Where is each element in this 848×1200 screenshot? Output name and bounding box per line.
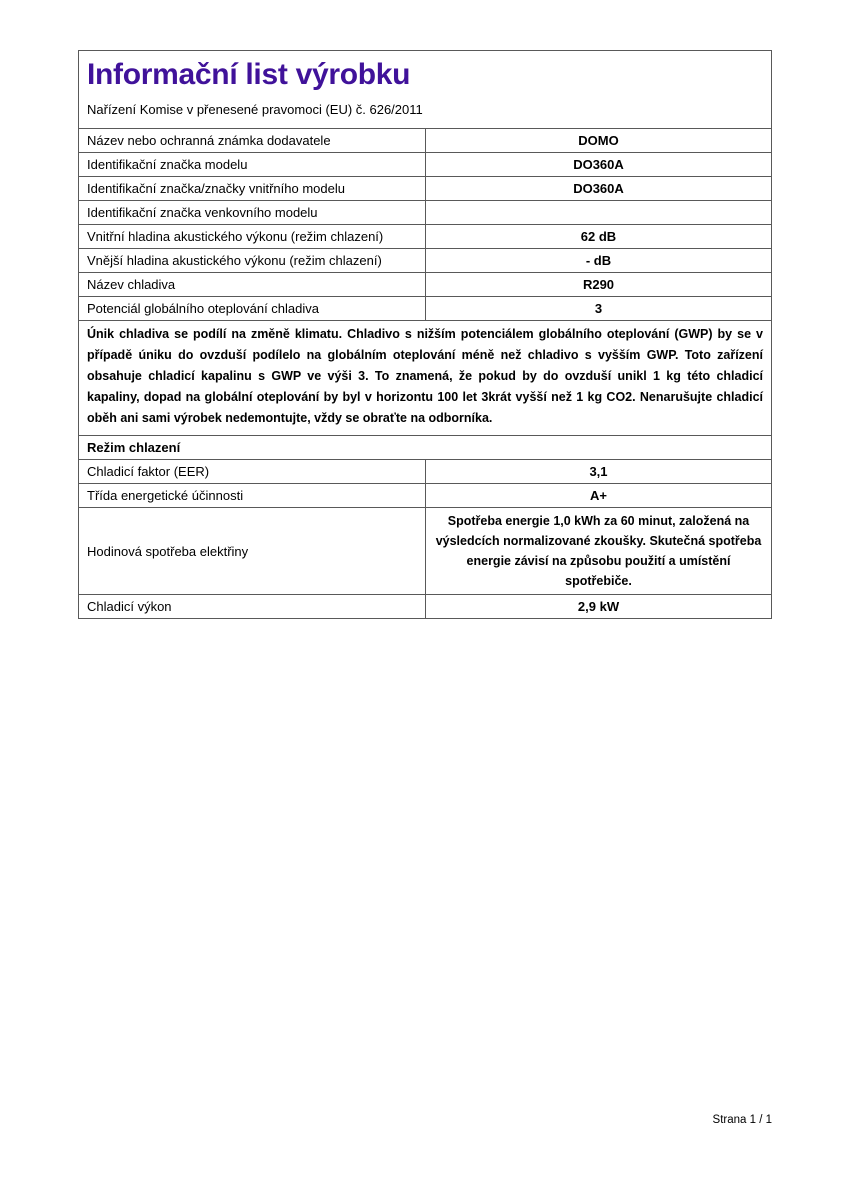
row-label: Potenciál globálního oteplování chladiva (87, 301, 320, 316)
row-label: Identifikační značka/značky vnitřního modelu (87, 181, 345, 196)
row-label: Chladicí výkon (87, 599, 172, 614)
row-value: 62 dB (425, 225, 771, 248)
table-row-outdoor-model-id (79, 200, 771, 224)
row-value: 2,9 kW (425, 595, 771, 618)
table-row-indoor-sound-power (79, 224, 771, 248)
row-label: Identifikační značka venkovního modelu (87, 205, 318, 220)
table-row-gwp (79, 296, 771, 320)
row-label: Název nebo ochranná známka dodavatele (87, 133, 331, 148)
row-value: R290 (425, 273, 771, 296)
page-title: Informační list výrobku (87, 58, 411, 91)
row-value: Spotřeba energie 1,0 kWh za 60 minut, založená na výsledcích normalizované zkoušky. Skutečná spotřeba energie závisí na způsobu použití a umístění spotřebiče. (425, 508, 771, 594)
row-value: 3,1 (425, 460, 771, 483)
row-value: 3 (425, 297, 771, 320)
table-row-hourly-consumption (79, 507, 771, 594)
row-label: Vnější hladina akustického výkonu (režim chlazení) (87, 253, 382, 268)
page-number: Strana 1 / 1 (712, 1114, 772, 1126)
row-label: Identifikační značka modelu (87, 157, 248, 172)
table-row-model-id (79, 152, 771, 176)
table-row-supplier (79, 128, 771, 152)
row-value: DO360A (425, 153, 771, 176)
row-value: DOMO (425, 129, 771, 152)
table-row-outdoor-sound-power (79, 248, 771, 272)
row-label: Název chladiva (87, 277, 176, 292)
gwp-note-paragraph: Únik chladiva se podílí na změně klimatu. Chladivo s nižším potenciálem globálního oteplování (GWP) by se v případě úniku do ovzduší podílelo na globálním oteplování méně než chladivo s vyšším GWP. Toto zařízení obsahuje chladicí kapalinu s GWP ve výši 3. To znamená, že pokud by do ovzduší unikl 1 kg této chladicí kapaliny, dopad na globální oteplování by byl v horizontu 100 let 3krát vyšší než 1 kg CO2. Nenarušujte chladicí oběh ani sami výrobek nedemontujte, vždy se obraťte na odborníka. (79, 320, 771, 435)
table-row-cooling-capacity (79, 594, 771, 618)
row-label: Hodinová spotřeba elektřiny (87, 543, 249, 559)
table-row-indoor-model-id (79, 176, 771, 200)
row-label: Třída energetické účinnosti (87, 488, 244, 503)
table-row-energy-class (79, 483, 771, 507)
row-label: Chladicí faktor (EER) (87, 464, 210, 479)
regulation-subtitle: Nařízení Komise v přenesené pravomoci (EU) č. 626/2011 (87, 102, 423, 117)
row-label: Vnitřní hladina akustického výkonu (režim chlazení) (87, 229, 384, 244)
table-row-eer (79, 459, 771, 483)
section-header-cooling-mode: Režim chlazení (79, 435, 771, 459)
row-value (425, 201, 771, 224)
row-value: - dB (425, 249, 771, 272)
row-value: DO360A (425, 177, 771, 200)
table-row-refrigerant-name (79, 272, 771, 296)
row-value: A+ (425, 484, 771, 507)
product-fiche-table (78, 50, 772, 619)
document-header (79, 51, 771, 128)
